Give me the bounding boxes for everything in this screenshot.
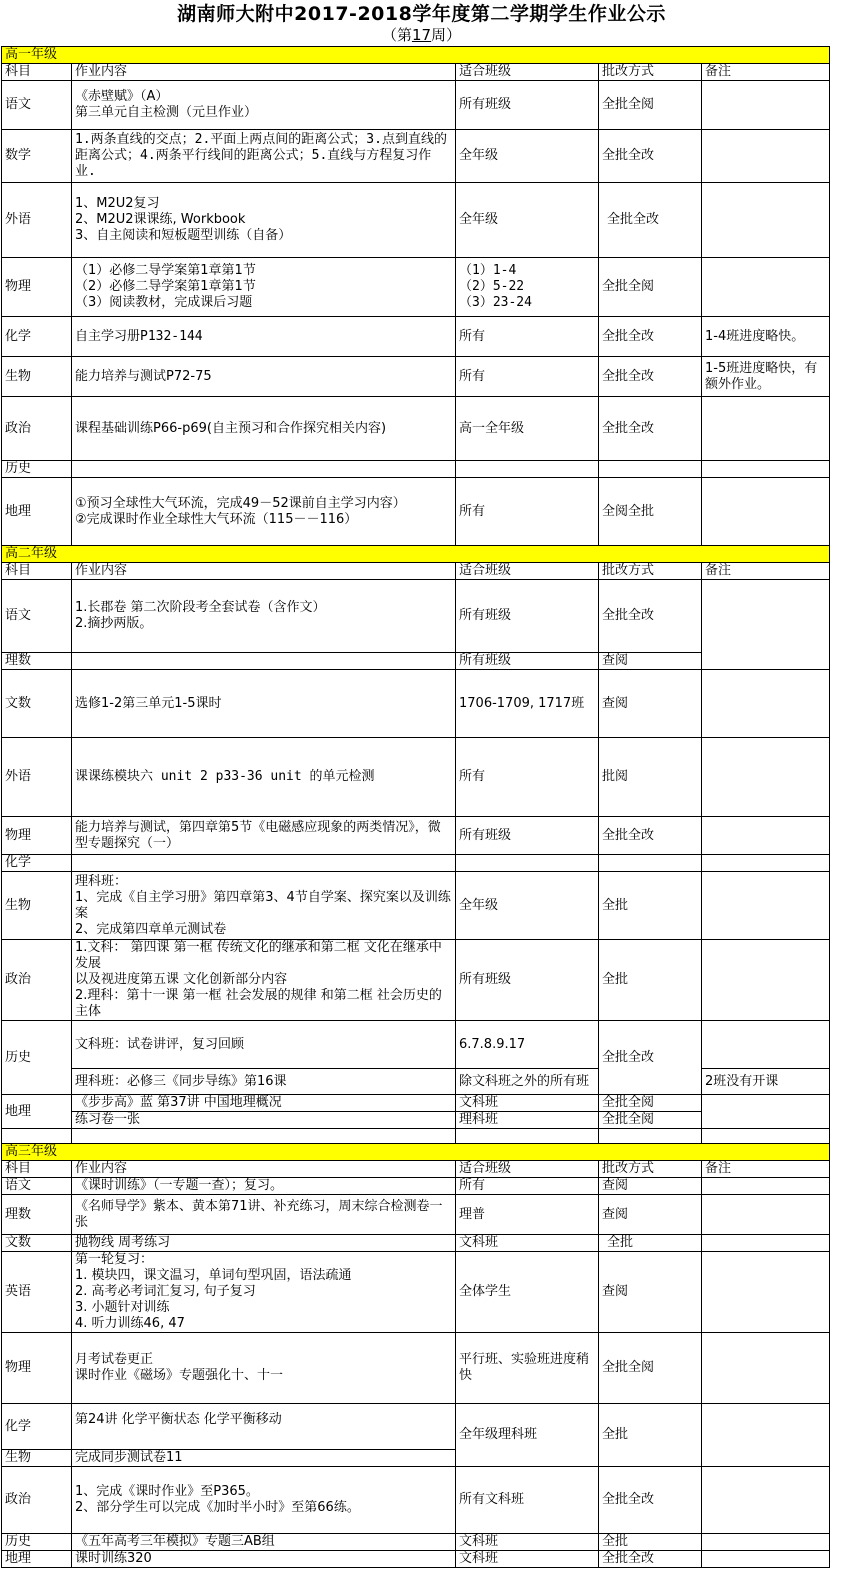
method-cell — [599, 461, 702, 478]
week-suffix: 周） — [431, 26, 462, 44]
note-cell — [702, 478, 830, 546]
method-cell: 全批全阅 — [599, 1112, 702, 1129]
class-cell: 高一全年级 — [456, 397, 599, 461]
content-cell — [72, 653, 456, 670]
week-label — [0, 26, 843, 44]
note-cell — [702, 1021, 830, 1069]
method-cell: 全批全改 — [599, 357, 702, 397]
table-row — [2, 940, 830, 1021]
subject-cell: 生物 — [2, 357, 72, 397]
subject-cell: 外语 — [2, 183, 72, 258]
table-row — [2, 855, 830, 872]
grade3-section-label: 高三年级 — [2, 1144, 830, 1161]
content-cell: 选修1-2第三单元1-5课时 — [72, 670, 456, 738]
content-cell: 练习卷一张 — [72, 1112, 456, 1129]
note-cell — [702, 397, 830, 461]
class-cell: （1）1-4 （2）5-22 （3）23-24 — [456, 258, 599, 317]
col-note-header: 备注 — [702, 64, 830, 81]
grade1-header-row — [2, 64, 830, 81]
class-cell: 理普 — [456, 1195, 599, 1235]
method-cell: 全批 — [599, 872, 702, 940]
table-row — [2, 1021, 830, 1069]
subject-cell: 物理 — [2, 1333, 72, 1404]
note-cell — [702, 1534, 830, 1551]
class-cell: 所有 — [456, 738, 599, 817]
table-row — [2, 1235, 830, 1252]
homework-table — [1, 46, 830, 1568]
table-row — [2, 478, 830, 546]
method-cell: 全阅全批 — [599, 478, 702, 546]
content-cell: 课程基础训练P66-p69(自主预习和合作探究相关内容) — [72, 397, 456, 461]
subject-cell: 化学 — [2, 1404, 72, 1450]
content-cell: 《五年高考三年模拟》专题三AB组 — [72, 1534, 456, 1551]
content-cell: 1.长郡卷 第二次阶段考全套试卷（含作文） 2.摘抄两版。 — [72, 580, 456, 653]
note-cell — [702, 817, 830, 855]
table-row — [2, 130, 830, 183]
class-cell: 平行班、实验班进度稍快 — [456, 1333, 599, 1404]
week-number: 17 — [411, 26, 432, 44]
subject-cell: 物理 — [2, 817, 72, 855]
content-cell: 1.两条直线的交点；2.平面上两点间的距离公式；3.点到直线的距离公式；4.两条平行线间的距离公式；5.直线与方程复习作业. — [72, 130, 456, 183]
content-cell: ①预习全球性大气环流，完成49－52课前自主学习内容） ②完成课时作业全球性大气环流（115－－116） — [72, 478, 456, 546]
content-cell: 课课练模块六 unit 2 p33-36 unit 的单元检测 — [72, 738, 456, 817]
subject-cell: 历史 — [2, 1021, 72, 1095]
content-cell: 能力培养与测试P72-75 — [72, 357, 456, 397]
note-cell — [702, 183, 830, 258]
subject-cell: 地理 — [2, 1095, 72, 1129]
content-cell: 1.文科： 第四课 第一框 传统文化的继承和第二框 文化在继承中发展 以及视进度第五课 文化创新部分内容 2.理科：第十一课 第一框 社会发展的规律 和第二框 社会历史的主体 — [72, 940, 456, 1021]
table-row — [2, 258, 830, 317]
content-cell: 1、完成《课时作业》至P365。 2、部分学生可以完成《加时半小时》至第66练。 — [72, 1467, 456, 1534]
class-cell: 所有 — [456, 357, 599, 397]
class-cell: 文科班 — [456, 1534, 599, 1551]
note-cell — [702, 461, 830, 478]
table-row — [2, 817, 830, 855]
note-cell: 1-5班进度略快，有额外作业。 — [702, 357, 830, 397]
note-cell — [702, 1178, 830, 1195]
method-cell: 全批全改 — [599, 397, 702, 461]
table-row — [2, 357, 830, 397]
method-cell: 全批全改 — [599, 580, 702, 653]
subject-cell: 地理 — [2, 478, 72, 546]
table-row — [2, 1178, 830, 1195]
subject-cell: 文数 — [2, 670, 72, 738]
note-cell — [702, 1333, 830, 1404]
content-cell — [72, 461, 456, 478]
spacer-row — [2, 1129, 830, 1144]
content-cell: 理科班：必修三《同步导练》第16课 — [72, 1069, 456, 1095]
class-cell: 所有文科班 — [456, 1467, 599, 1534]
table-row — [2, 317, 830, 357]
col-subject-header: 科目 — [2, 64, 72, 81]
subject-cell: 化学 — [2, 317, 72, 357]
method-cell: 全批全阅 — [599, 1095, 702, 1112]
note-cell — [702, 1195, 830, 1235]
content-cell: 第24讲 化学平衡状态 化学平衡移动 — [72, 1404, 456, 1450]
table-row — [2, 1252, 830, 1333]
table-row — [2, 1333, 830, 1404]
method-cell: 全批全改 — [599, 183, 702, 258]
method-cell: 批阅 — [599, 738, 702, 817]
grade3-section-row — [2, 1144, 830, 1161]
method-cell: 全批全阅 — [599, 81, 702, 130]
table-row — [2, 1404, 830, 1450]
col-class-header: 适合班级 — [456, 64, 599, 81]
class-cell: 所有班级 — [456, 580, 599, 653]
subject-cell: 英语 — [2, 1252, 72, 1333]
grade3-header-row — [2, 1161, 830, 1178]
method-cell: 查阅 — [599, 1252, 702, 1333]
week-prefix: （第 — [381, 26, 412, 44]
class-cell: 所有班级 — [456, 653, 599, 670]
content-cell: 文科班：试卷讲评，复习回顾 — [72, 1021, 456, 1069]
table-row — [2, 738, 830, 817]
class-cell — [456, 855, 599, 872]
subject-cell: 语文 — [2, 81, 72, 130]
subject-cell: 政治 — [2, 940, 72, 1021]
col-content-header: 作业内容 — [72, 1161, 456, 1178]
subject-cell: 生物 — [2, 872, 72, 940]
col-method-header: 批改方式 — [599, 563, 702, 580]
method-cell: 查阅 — [599, 1178, 702, 1195]
content-cell: 1、M2U2复习 2、M2U2课课练, Workbook 3、自主阅读和短板题型训练（自备） — [72, 183, 456, 258]
method-cell: 全批 — [599, 1404, 702, 1467]
col-method-header: 批改方式 — [599, 1161, 702, 1178]
subject-cell: 理数 — [2, 653, 72, 670]
col-content-header: 作业内容 — [72, 563, 456, 580]
note-cell — [702, 1252, 830, 1333]
content-cell: 《步步高》蓝 第37讲 中国地理概况 — [72, 1095, 456, 1112]
table-row — [2, 1195, 830, 1235]
note-cell — [702, 1404, 830, 1467]
page-title: 湖南师大附中2017-2018学年度第二学期学生作业公示 — [177, 3, 666, 25]
subject-cell: 数学 — [2, 130, 72, 183]
method-cell: 全批全改 — [599, 1551, 702, 1568]
subject-cell: 历史 — [2, 461, 72, 478]
note-cell: 1-4班进度略快。 — [702, 317, 830, 357]
class-cell: 全年级理科班 — [456, 1404, 599, 1467]
note-cell: 2班没有开课 — [702, 1069, 830, 1095]
note-cell — [702, 81, 830, 130]
content-cell: 抛物线 周考练习 — [72, 1235, 456, 1252]
method-cell: 查阅 — [599, 653, 702, 670]
grade2-section-label: 高二年级 — [2, 546, 830, 563]
col-class-header: 适合班级 — [456, 563, 599, 580]
method-cell: 全批全改 — [599, 130, 702, 183]
table-row — [2, 461, 830, 478]
table-row — [2, 183, 830, 258]
class-cell: 全体学生 — [456, 1252, 599, 1333]
content-cell: 自主学习册P132-144 — [72, 317, 456, 357]
table-row — [2, 1069, 830, 1095]
col-note-header: 备注 — [702, 563, 830, 580]
grade2-header-row — [2, 563, 830, 580]
class-cell: 理科班 — [456, 1112, 599, 1129]
class-cell — [456, 461, 599, 478]
content-cell: 课时训练320 — [72, 1551, 456, 1568]
note-cell — [702, 670, 830, 738]
col-note-header: 备注 — [702, 1161, 830, 1178]
class-cell: 所有 — [456, 478, 599, 546]
class-cell: 1706-1709, 1717班 — [456, 670, 599, 738]
content-cell: （1）必修二导学案第1章第1节 （2）必修二导学案第1章第1节 （3）阅读教材，完成课后习题 — [72, 258, 456, 317]
table-row — [2, 670, 830, 738]
class-cell: 文科班 — [456, 1551, 599, 1568]
class-cell: 所有 — [456, 317, 599, 357]
subject-cell: 理数 — [2, 1195, 72, 1235]
col-subject-header: 科目 — [2, 563, 72, 580]
col-content-header: 作业内容 — [72, 64, 456, 81]
class-cell: 所有班级 — [456, 81, 599, 130]
method-cell: 全批全改 — [599, 1467, 702, 1534]
table-row — [2, 1551, 830, 1568]
note-cell — [702, 1467, 830, 1534]
method-cell: 全批全阅 — [599, 258, 702, 317]
subject-cell: 政治 — [2, 397, 72, 461]
subject-cell: 地理 — [2, 1551, 72, 1568]
note-cell — [702, 580, 830, 670]
table-row — [2, 872, 830, 940]
method-cell — [599, 855, 702, 872]
note-cell — [702, 258, 830, 317]
content-cell: 能力培养与测试，第四章第5节《电磁感应现象的两类情况》，微型专题探究（一） — [72, 817, 456, 855]
content-cell: 《名师导学》紫本、黄本第71讲、补充练习，周末综合检测卷一张 — [72, 1195, 456, 1235]
class-cell: 文科班 — [456, 1095, 599, 1112]
table-row — [2, 1467, 830, 1534]
note-cell — [702, 1235, 830, 1252]
content-cell: 《课时训练》（一专题一查）；复习。 — [72, 1178, 456, 1195]
table-row — [2, 580, 830, 653]
table-row — [2, 1095, 830, 1112]
content-cell — [72, 855, 456, 872]
subject-cell: 生物 — [2, 1450, 72, 1467]
class-cell: 所有班级 — [456, 817, 599, 855]
subject-cell: 历史 — [2, 1534, 72, 1551]
class-cell: 所有班级 — [456, 940, 599, 1021]
note-cell — [702, 1551, 830, 1568]
subject-cell: 物理 — [2, 258, 72, 317]
note-cell — [702, 130, 830, 183]
class-cell: 全年级 — [456, 872, 599, 940]
content-cell: 《赤壁赋》（A） 第三单元自主检测（元旦作业） — [72, 81, 456, 130]
class-cell: 文科班 — [456, 1235, 599, 1252]
class-cell: 全年级 — [456, 130, 599, 183]
note-cell — [702, 940, 830, 1021]
subject-cell: 语文 — [2, 1178, 72, 1195]
method-cell: 全批 — [599, 940, 702, 1021]
content-cell: 月考试卷更正 课时作业《磁场》专题强化十、十一 — [72, 1333, 456, 1404]
grade1-section-row — [2, 47, 830, 64]
subject-cell: 化学 — [2, 855, 72, 872]
subject-cell: 语文 — [2, 580, 72, 653]
method-cell: 全批全改 — [599, 1021, 702, 1095]
method-cell: 查阅 — [599, 1195, 702, 1235]
col-class-header: 适合班级 — [456, 1161, 599, 1178]
grade2-section-row — [2, 546, 830, 563]
col-subject-header: 科目 — [2, 1161, 72, 1178]
subject-cell: 政治 — [2, 1467, 72, 1534]
subject-cell: 外语 — [2, 738, 72, 817]
content-cell: 第一轮复习： 1. 模块四，课文温习，单词句型巩固，语法疏通 2. 高考必考词汇复习, 句子复习 3. 小题针对训练 4. 听力训练46, 47 — [72, 1252, 456, 1333]
class-cell: 除文科班之外的所有班 — [456, 1069, 599, 1095]
content-cell: 完成同步测试卷11 — [72, 1450, 456, 1467]
note-cell — [702, 1095, 830, 1129]
method-cell: 全批 — [599, 1534, 702, 1551]
class-cell: 所有 — [456, 1178, 599, 1195]
table-row — [2, 1534, 830, 1551]
col-method-header: 批改方式 — [599, 64, 702, 81]
method-cell: 查阅 — [599, 670, 702, 738]
note-cell — [702, 855, 830, 872]
table-row — [2, 81, 830, 130]
grade1-section-label: 高一年级 — [2, 47, 830, 64]
class-cell: 6.7.8.9.17 — [456, 1021, 599, 1069]
method-cell: 全批 — [599, 1235, 702, 1252]
class-cell: 全年级 — [456, 183, 599, 258]
method-cell: 全批全改 — [599, 317, 702, 357]
method-cell: 全批全阅 — [599, 1333, 702, 1404]
table-row — [2, 397, 830, 461]
method-cell: 全批全改 — [599, 817, 702, 855]
subject-cell: 文数 — [2, 1235, 72, 1252]
content-cell: 理科班： 1、完成《自主学习册》第四章第3、4节自学案、探究案以及训练案 2、完成第四章单元测试卷 — [72, 872, 456, 940]
note-cell — [702, 872, 830, 940]
note-cell — [702, 738, 830, 817]
